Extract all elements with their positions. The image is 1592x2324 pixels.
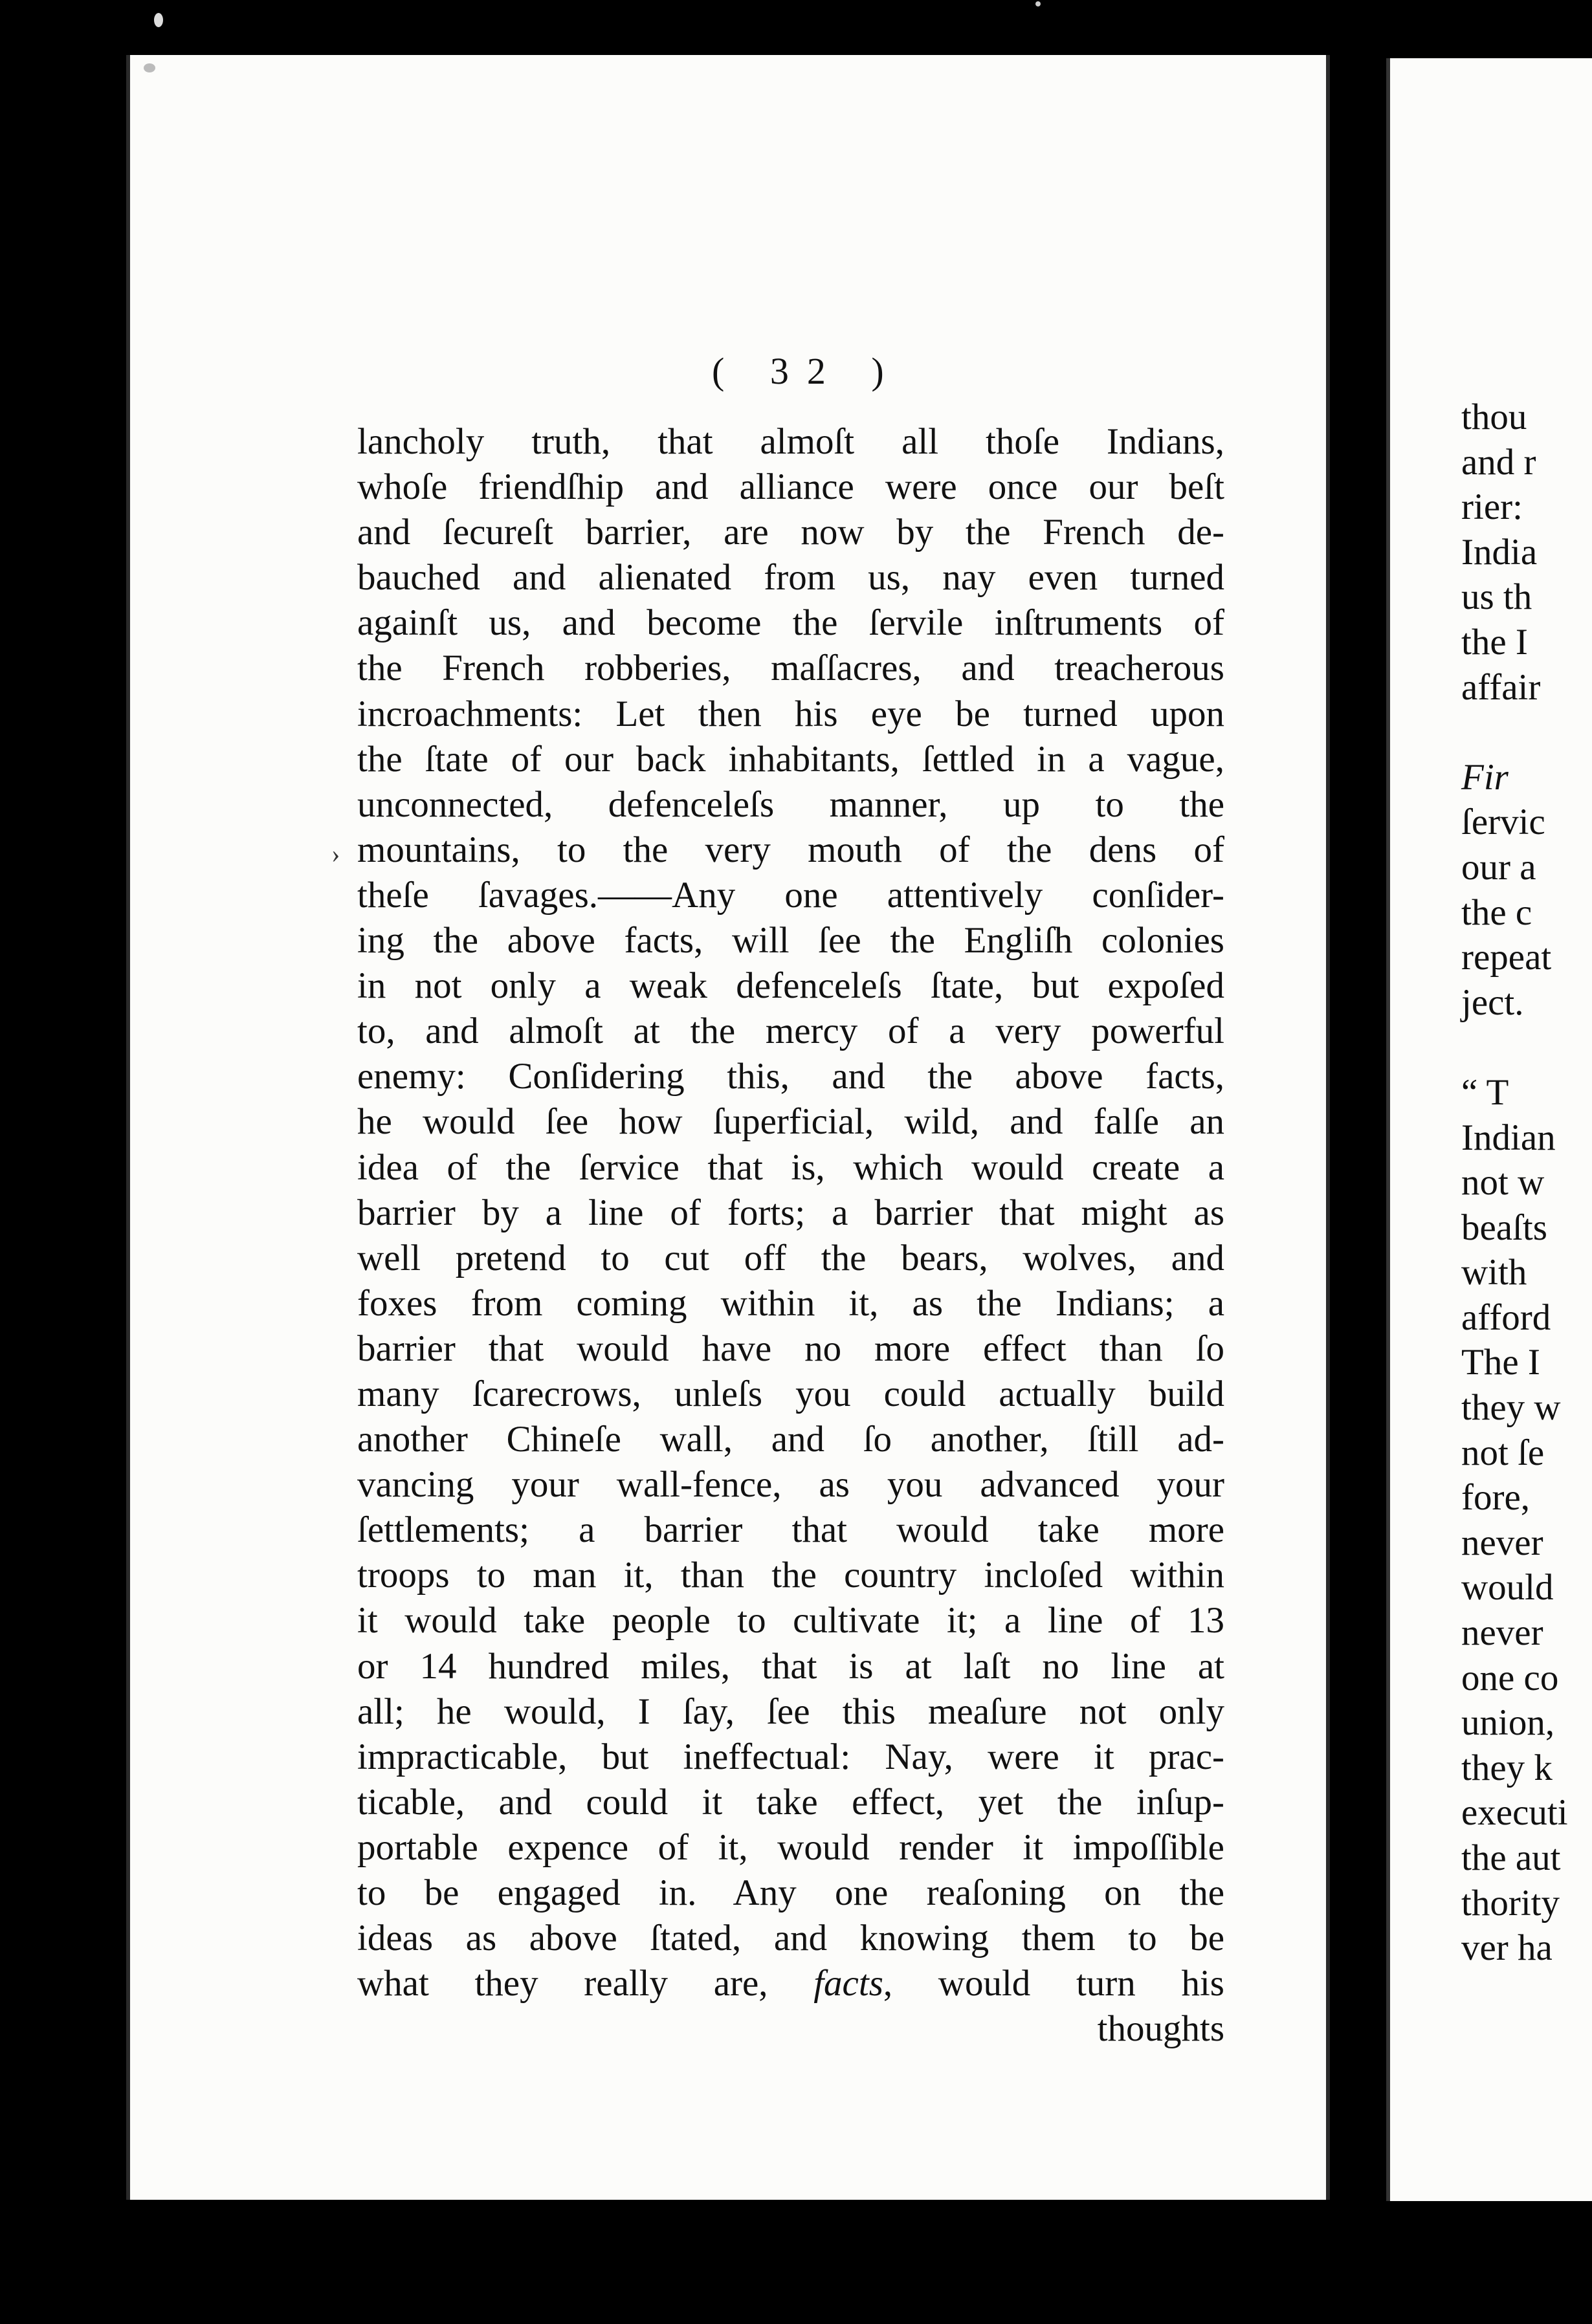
right-page-text	[1461, 395, 1568, 1971]
text-line: many ſcarecrows, unleſs you could actually build	[357, 1373, 1224, 1414]
text-line: the ſtate of our back inhabitants, ſettled in a vague,	[357, 738, 1224, 780]
text-line-fragment	[1461, 710, 1568, 755]
text-line-fragment: not ſe	[1461, 1432, 1545, 1473]
text-line-fragment: the c	[1461, 892, 1532, 933]
text-line: incroachments: Let then his eye be turned upon	[357, 693, 1224, 734]
text-line: to be engaged in. Any one reaſoning on the	[357, 1872, 1224, 1913]
text-line: unconnected, defenceleſs manner, up to the	[357, 784, 1224, 825]
page-number: ( 32 )	[712, 350, 902, 392]
text-line-fragment: never	[1461, 1612, 1543, 1654]
text-line: againſt us, and become the ſervile inſtruments of	[357, 602, 1224, 644]
text-line-fragment: ver ha	[1461, 1927, 1553, 1969]
text-line: ſettlements; a barrier that would take more	[357, 1509, 1224, 1551]
text-line-fragment: union,	[1461, 1702, 1555, 1744]
text-line: he would ſee how ſuperficial, wild, and falſe an	[357, 1101, 1224, 1143]
text-line: vancing your wall-fence, as you advanced your	[357, 1464, 1224, 1506]
text-line: enemy: Conſidering this, and the above facts,	[357, 1056, 1224, 1097]
text-line: ticable, and could it take effect, yet the inſup-	[357, 1781, 1224, 1823]
text-line-fragment: repeat	[1461, 937, 1552, 978]
text-line: ideas as above ſtated, and knowing them to be	[357, 1918, 1224, 1959]
scan-speck	[1035, 1, 1041, 6]
page-gutter	[1334, 39, 1383, 2239]
text-line: the French robberies, maſſacres, and treacherous	[357, 648, 1224, 689]
text-line: it would take people to cultivate it; a line of 13	[357, 1600, 1224, 1641]
text-line: troops to man it, than the country incloſed within	[357, 1555, 1224, 1596]
text-line-fragment: not w	[1461, 1162, 1545, 1203]
text-line-fragment: would	[1461, 1567, 1554, 1608]
text-line-fragment: they w	[1461, 1387, 1561, 1429]
text-line: foxes from coming within it, as the Indians; a	[357, 1282, 1224, 1324]
text-line-fragment	[1461, 1025, 1568, 1070]
text-line-fragment: us th	[1461, 576, 1532, 618]
text-line-fragment: ſervic	[1461, 802, 1545, 843]
text-line-fragment: never	[1461, 1522, 1543, 1563]
text-line-fragment: ject.	[1461, 981, 1524, 1023]
text-line-fragment: The I	[1461, 1342, 1540, 1383]
text-line-fragment: fore,	[1461, 1477, 1531, 1518]
text-line: or 14 hundred miles, that is at laſt no line at	[357, 1645, 1224, 1687]
text-line: impracticable, but ineffectual: Nay, were it prac-	[357, 1736, 1224, 1777]
text-line: lancholy truth, that almoſt all thoſe Indians,	[357, 421, 1224, 462]
text-line: ing the above facts, will ſee the Engliſh colonies	[357, 920, 1224, 961]
text-line-fragment: “ T	[1461, 1071, 1509, 1113]
text-line: thoughts	[1097, 2008, 1224, 2050]
text-line: barrier that would have no more effect than ſo	[357, 1328, 1224, 1369]
text-line-fragment: Indian	[1461, 1117, 1556, 1158]
text-line: what they really are, facts, would turn his	[357, 1963, 1224, 2004]
text-line-fragment: India	[1461, 531, 1538, 573]
text-line: another Chineſe wall, and ſo another, ſtill ad-	[357, 1419, 1224, 1460]
text-line: theſe ſavages.——Any one attentively conſider-	[357, 874, 1224, 915]
text-line-fragment: afford	[1461, 1297, 1551, 1338]
text-line: in not only a weak defenceleſs ſtate, but expoſed	[357, 965, 1224, 1007]
left-page-text	[357, 419, 1224, 2052]
text-line: whoſe friendſhip and alliance were once our beſt	[357, 466, 1224, 508]
text-line: idea of the ſervice that is, which would create a	[357, 1146, 1224, 1188]
text-line-fragment: one co	[1461, 1657, 1559, 1698]
text-line: all; he would, I ſay, ſee this meaſure not only	[357, 1691, 1224, 1732]
text-line-fragment: affair	[1461, 666, 1541, 708]
text-line-fragment: the aut	[1461, 1837, 1561, 1878]
text-line-fragment: thou	[1461, 397, 1527, 437]
margin-mark: ›	[331, 839, 340, 868]
text-line-fragment: thority	[1461, 1882, 1560, 1924]
text-line-fragment: and r	[1461, 441, 1536, 483]
scan-speck	[144, 63, 155, 72]
text-line: to, and almoſt at the mercy of a very powerful	[357, 1011, 1224, 1052]
text-line-fragment: rier:	[1461, 487, 1523, 528]
text-line-fragment: beaſts	[1461, 1207, 1547, 1248]
text-line: and ſecureſt barrier, are now by the French de-	[357, 512, 1224, 553]
italic-word: facts	[813, 1963, 883, 2004]
text-line: mountains, to the very mouth of the dens of	[357, 829, 1224, 870]
scan-speck	[154, 13, 163, 27]
text-line-fragment: executi	[1461, 1792, 1568, 1834]
text-line: portable expence of it, would render it impoſſible	[357, 1826, 1224, 1868]
text-line: bauched and alienated from us, nay even turned	[357, 557, 1224, 598]
text-line-fragment: Fir	[1461, 756, 1509, 798]
text-line: barrier by a line of forts; a barrier that might as	[357, 1192, 1224, 1233]
text-line: well pretend to cut off the bears, wolves, and	[357, 1237, 1224, 1278]
text-line-fragment: the I	[1461, 621, 1528, 663]
text-line-fragment: our a	[1461, 846, 1536, 888]
text-line-fragment: they k	[1461, 1747, 1553, 1788]
text-line-fragment: with	[1461, 1252, 1527, 1293]
